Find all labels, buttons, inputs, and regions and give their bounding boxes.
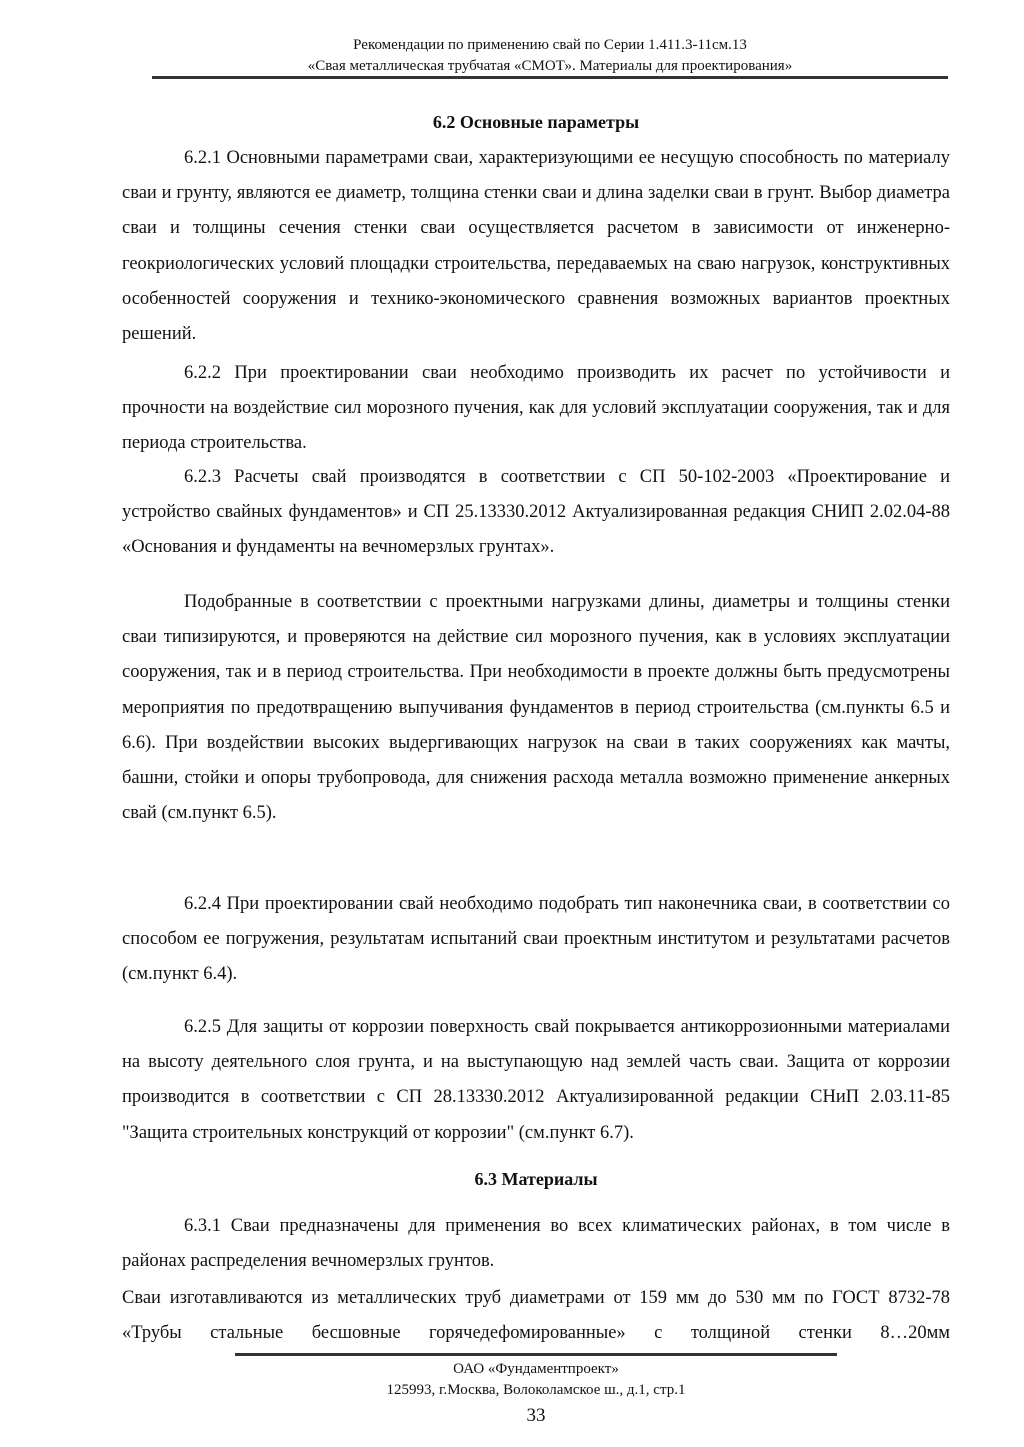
section-heading: 6.2 Основные параметры — [432, 112, 640, 132]
header-title: Рекомендации по применению свай по Серии 1.411.3-11см.13 — [353, 37, 747, 53]
paragraph: 6.2.4 При проектировании свай необходимо подобрать тип наконечника сваи, в соответствии со способом ее погружения, результатам испытаний сваи проектным институтом и результатами расчетов (см.пункт 6.4). — [122, 894, 950, 985]
paragraph: 6.3.1 Сваи предназначены для применения во всех климатических районах, в том числе в районах распределения вечномерзлых грунтов. — [122, 1216, 950, 1272]
paragraph: 6.2.3 Расчеты свай производятся в соответствии с СП 50-102-2003 «Проектирование и устройство свайных фундаментов» и СП 25.13330.2012 Актуализированная редакция СНИП 2.02.04-88 «Основания и фундаменты на вечномерзлых грунтах». — [122, 467, 950, 558]
paragraph: 6.2.1 Основными параметрами сваи, характеризующими ее несущую способность по материалу сваи и грунту, являются ее диаметр, толщина стенки сваи и длина заделки сваи в грунт. Выбор диаметра сваи и толщины сечения стенки сваи осуществляется расчетом в зависимости от инженерно-геокриологических условий площадки строительства, передаваемых на сваю нагрузок, конструктивных особенностей сооружения и технико-экономического сравнения возможных вариантов проектных решений. — [122, 148, 950, 345]
header-divider — [152, 76, 948, 79]
paragraph: Подобранные в соответствии с проектными нагрузками длины, диаметры и толщины стенки сваи типизируются, и проверяются на действие сил морозного пучения, как в условиях эксплуатации сооружения, так и в период строительства. При необходимости в проекте должны быть предусмотрены мероприятия по предотвращению выпучивания фундаментов в период строительства (см.пункты 6.5 и 6.6). При воздействии высоких выдергивающих нагрузок на сваи в таких сооружениях как мачты, башни, стойки и опоры трубопровода, для снижения расхода металла возможно применение анкерных свай (см.пункт 6.5). — [122, 592, 950, 824]
header-subtitle: «Свая металлическая трубчатая «СМОТ». Материалы для проектирования» — [307, 58, 793, 74]
footer-divider — [235, 1353, 837, 1356]
section-heading: 6.3 Материалы — [474, 1169, 598, 1189]
footer-company: ОАО «Фундаментпроект» — [453, 1361, 619, 1377]
paragraph: 6.2.5 Для защиты от коррозии поверхность свай покрывается антикоррозионными материалами на высоту деятельного слоя грунта, и на выступающую над землей часть сваи. Защита от коррозии производится в соответствии с СП 28.13330.2012 Актуализированной редакции СНиП 2.03.11-85 "Защита строительных конструкций от коррозии" (см.пункт 6.7). — [122, 1017, 950, 1143]
footer-address: 125993, г.Москва, Волоколамское ш., д.1, стр.1 — [386, 1382, 686, 1398]
paragraph: Сваи изготавливаются из металлических труб диаметрами от 159 мм до 530 мм по ГОСТ 8732-78 «Трубы стальные бесшовные горячедефомированные» с толщиной стенки 8…20мм — [122, 1288, 950, 1344]
page-number: 33 — [526, 1405, 546, 1426]
paragraph: 6.2.2 При проектировании сваи необходимо производить их расчет по устойчивости и прочности на воздействие сил морозного пучения, как для условий эксплуатации сооружения, так и для периода строительства. — [122, 363, 950, 454]
